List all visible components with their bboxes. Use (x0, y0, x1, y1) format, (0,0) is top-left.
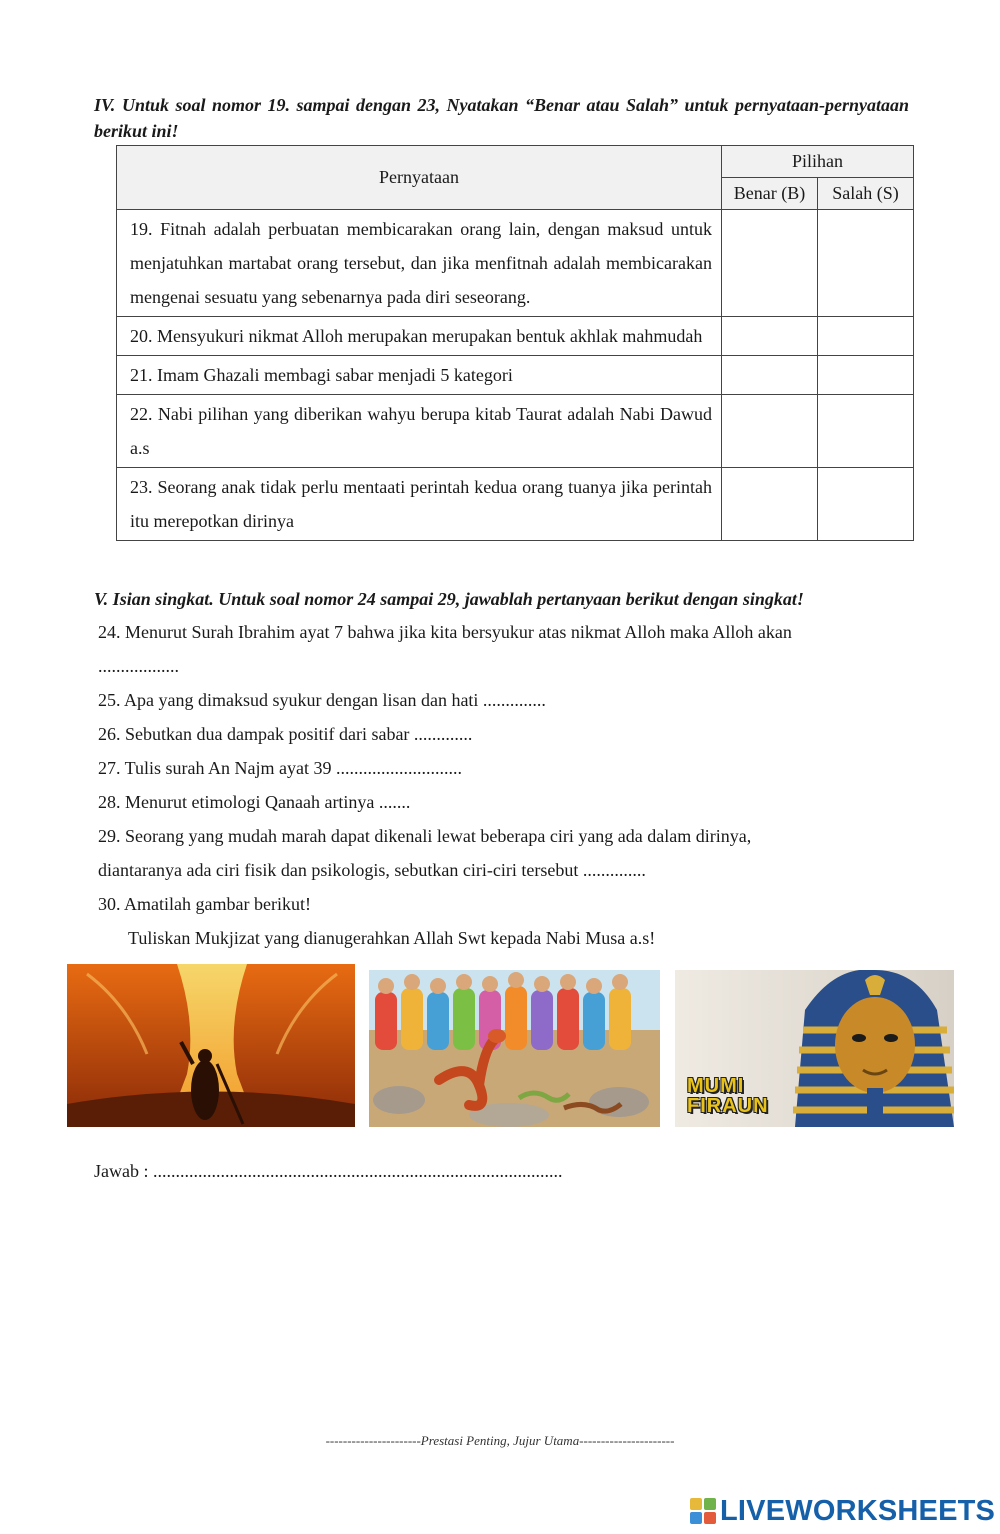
question-30-instruction: Tuliskan Mukjizat yang dianugerahkan Allah Swt kepada Nabi Musa a.s! (128, 928, 656, 948)
liveworksheets-logo-icon (690, 1498, 716, 1524)
pharaoh-mummy-image (675, 970, 954, 1127)
liveworksheets-brand (690, 1494, 995, 1528)
header-statement: Pernyataan (117, 146, 722, 210)
mummy-caption-line1: MUMI (687, 1075, 745, 1097)
question-30: 30. Amatilah gambar berikut! (98, 894, 311, 914)
answer-false-22[interactable] (818, 395, 914, 468)
brand-text: LIVEWORKSHEETS (720, 1494, 996, 1527)
section-4-number: IV. (94, 95, 116, 115)
table-row (117, 468, 914, 541)
answer-field[interactable]: Jawab : ........................................................................................... (94, 1161, 563, 1181)
statement-23: 23. Seorang anak tidak perlu mentaati perintah kedua orang tuanya jika perintah itu merepotkan dirinya (117, 468, 722, 541)
statement-21: 21. Imam Ghazali membagi sabar menjadi 5 kategori (117, 356, 722, 395)
question-27: 27. Tulis surah An Najm ayat 39 ............................ (98, 758, 463, 778)
answer-false-23[interactable] (818, 468, 914, 541)
answer-true-23[interactable] (722, 468, 818, 541)
question-24-blank[interactable]: .................. (98, 656, 179, 676)
header-choice: Pilihan (722, 146, 914, 178)
answer-true-20[interactable] (722, 317, 818, 356)
header-true: Benar (B) (722, 178, 818, 210)
table-row (117, 210, 914, 317)
parting-sea-image (67, 964, 355, 1127)
header-false: Salah (S) (818, 178, 914, 210)
answer-true-19[interactable] (722, 210, 818, 317)
question-26: 26. Sebutkan dua dampak positif dari sabar ............. (98, 724, 473, 744)
answer-true-22[interactable] (722, 395, 818, 468)
question-25: 25. Apa yang dimaksud syukur dengan lisan dan hati .............. (98, 690, 546, 710)
table-row (117, 395, 914, 468)
answer-false-19[interactable] (818, 210, 914, 317)
statement-19: 19. Fitnah adalah perbuatan membicarakan orang lain, dengan maksud untuk menjatuhkan martabat orang tersebut, dan jika menfitnah adalah membicarakan mengenai sesuatu yang sebenarnya pada diri seseorang. (117, 210, 722, 317)
footer-motto: ----------------------Prestasi Penting, Jujur Utama---------------------- (325, 1433, 675, 1448)
question-29-cont: diantaranya ada ciri fisik dan psikologis, sebutkan ciri-ciri tersebut .............. (98, 860, 646, 880)
staff-snake-image (369, 970, 660, 1127)
answer-true-21[interactable] (722, 356, 818, 395)
question-29: 29. Seorang yang mudah marah dapat dikenali lewat beberapa ciri yang ada dalam dirinya, (98, 826, 752, 846)
mummy-caption-line2: FIRAUN (687, 1095, 769, 1117)
table-row (117, 317, 914, 356)
statement-22: 22. Nabi pilihan yang diberikan wahyu berupa kitab Taurat adalah Nabi Dawud a.s (117, 395, 722, 468)
statement-20: 20. Mensyukuri nikmat Alloh merupakan merupakan bentuk akhlak mahmudah (117, 317, 722, 356)
question-28: 28. Menurut etimologi Qanaah artinya ....... (98, 792, 411, 812)
mummy-caption (687, 1076, 769, 1116)
question-24: 24. Menurut Surah Ibrahim ayat 7 bahwa jika kita bersyukur atas nikmat Alloh maka Alloh akan (98, 622, 792, 642)
section-5-heading: V. Isian singkat. Untuk soal nomor 24 sampai 29, jawablah pertanyaan berikut dengan singkat! (94, 589, 804, 609)
answer-false-20[interactable] (818, 317, 914, 356)
table-row (117, 356, 914, 395)
section-4-title: Untuk soal nomor 19. sampai dengan 23, Nyatakan “Benar atau Salah” untuk pernyataan-pernyataan berikut ini! (94, 95, 909, 141)
section-4-heading (94, 92, 909, 144)
true-false-table (116, 145, 914, 541)
answer-false-21[interactable] (818, 356, 914, 395)
